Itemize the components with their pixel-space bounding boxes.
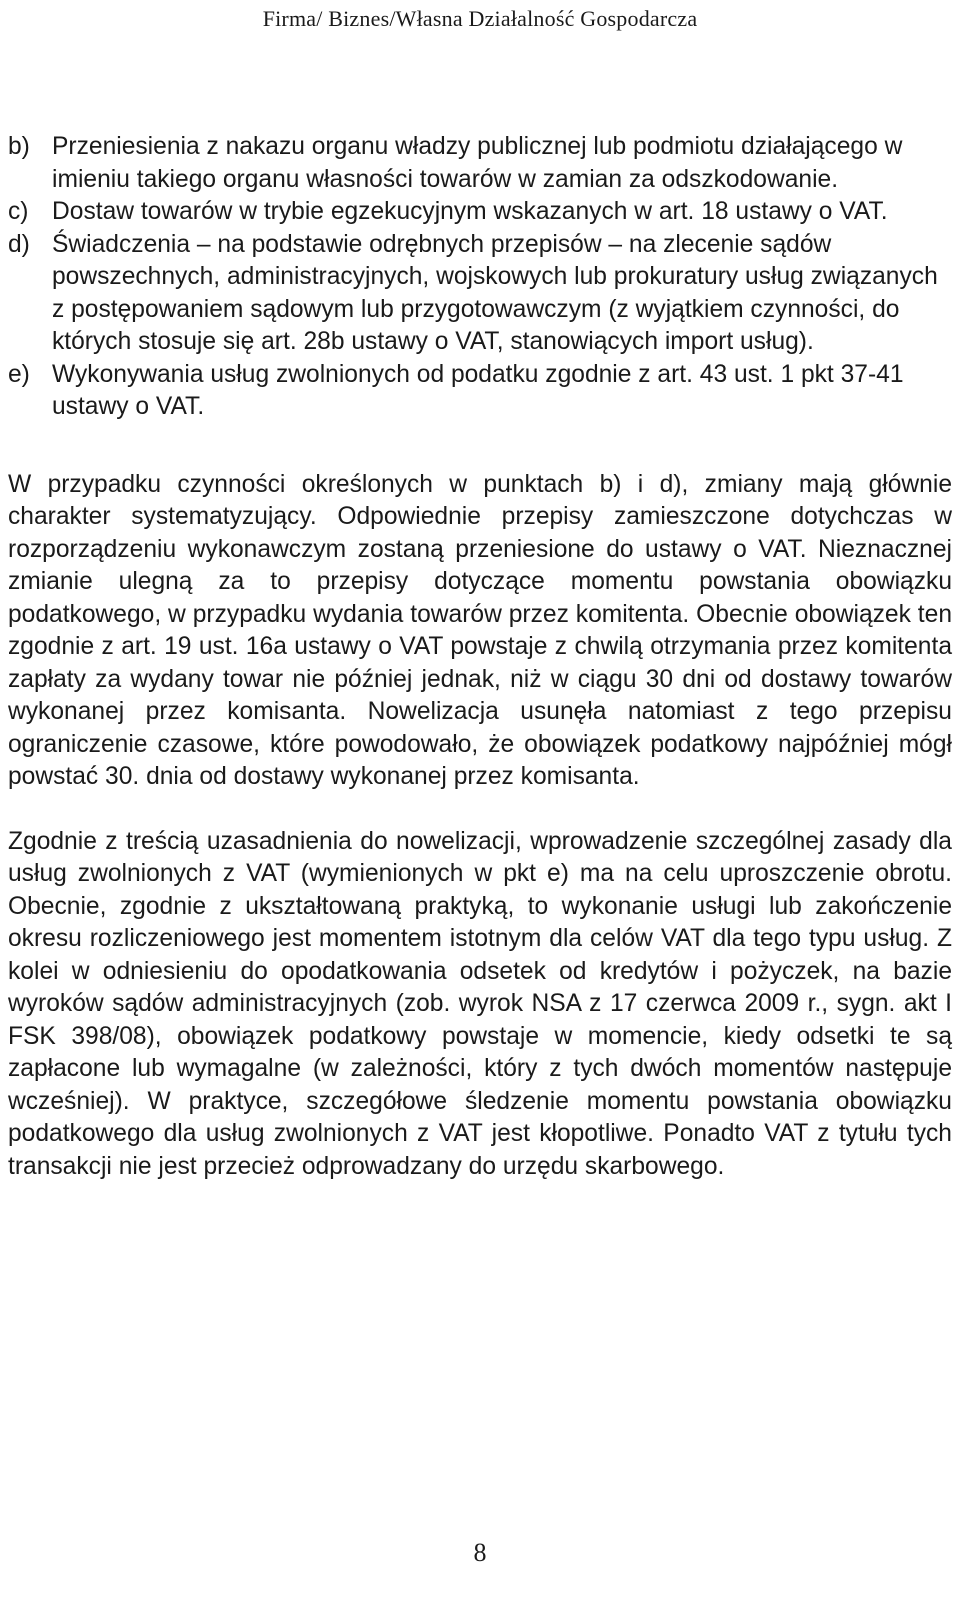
list-marker: d) <box>8 230 30 258</box>
body-paragraph: Zgodnie z treścią uzasadnienia do nowelizacji, wprowadzenie szczególnej zasady dla usług zwolnionych z VAT (wymienionych w pkt e) ma na celu uproszczenie obrotu. Obecnie, zgodnie z ukształtowaną praktyką, to wykonanie usługi lub zakończenie okresu rozliczeniowego jest momentem istotnym dla celów VAT dla tego typu usług. Z kolei w odniesieniu do opodatkowania odsetek od kredytów i pożyczek, na bazie wyroków sądów administracyjnych (zob. wyrok NSA z 17 czerwca 2009 r., sygn. akt I FSK 398/08), obowiązek podatkowy powstaje w momencie, kiedy odsetki te są zapłacone lub wymagalne (w zależności, który z tych dwóch momentów następuje wcześniej). W praktyce, szczegółowe śledzenie momentu powstania obowiązku podatkowego dla usług zwolnionych z VAT jest kłopotliwe. Ponadto VAT z tytułu tych transakcji nie jest przecież odprowadzany do urzędu skarbowego. <box>8 827 952 1180</box>
list-item-text: Świadczenia – na podstawie odrębnych przepisów – na zlecenie sądów powszechnych, administracyjnych, wojskowych lub prokuratury usług związanych z postępowaniem sądowym lub przygotowawczym (z wyjątkiem czynności, do których stosuje się art. 28b ustawy o VAT, stanowiących import usług). <box>52 230 938 355</box>
body-paragraph: W przypadku czynności określonych w punktach b) i d), zmiany mają głównie charakter systematyzujący. Odpowiednie przepisy zamieszczone dotychczas w rozporządzeniu wykonawczym zostaną przeniesione do ustawy o VAT. Nieznacznej zmianie ulegną za to przepisy dotyczące momentu powstania obowiązku podatkowego, w przypadku wydania towarów przez komitenta. Obecnie obowiązek ten zgodnie z art. 19 ust. 16a ustawy o VAT powstaje z chwilą otrzymania przez komitenta zapłaty za wydany towar nie później jednak, niż w ciągu 30 dni od dostawy towarów wykonanej przez komisanta. Nowelizacja usunęła natomiast z tego przepisu ograniczenie czasowe, które powodowało, że obowiązek podatkowy najpóźniej mógł powstać 30. dnia od dostawy wykonanej przez komisanta. <box>8 470 952 790</box>
list-item <box>8 229 952 359</box>
list-item <box>8 131 952 196</box>
running-header: Firma/ Biznes/Własna Działalność Gospodarcza <box>262 6 698 31</box>
list-item <box>8 359 952 424</box>
page-number: 8 <box>473 1538 487 1567</box>
list-marker: e) <box>8 360 30 388</box>
list-item-text: Przeniesienia z nakazu organu władzy publicznej lub podmiotu działającego w imieniu takiego organu własności towarów w zamian za odszkodowanie. <box>52 133 903 193</box>
list-marker: c) <box>8 198 29 225</box>
list-marker: b) <box>8 133 30 160</box>
list-item-text: Dostaw towarów w trybie egzekucyjnym wskazanych w art. 18 ustawy o VAT. <box>52 198 888 225</box>
enumerated-list <box>8 131 952 424</box>
list-item-text: Wykonywania usług zwolnionych od podatku zgodnie z art. 43 ust. 1 pkt 37-41 ustawy o VAT. <box>52 360 904 420</box>
list-item <box>8 196 952 229</box>
document-body <box>8 131 952 1183</box>
